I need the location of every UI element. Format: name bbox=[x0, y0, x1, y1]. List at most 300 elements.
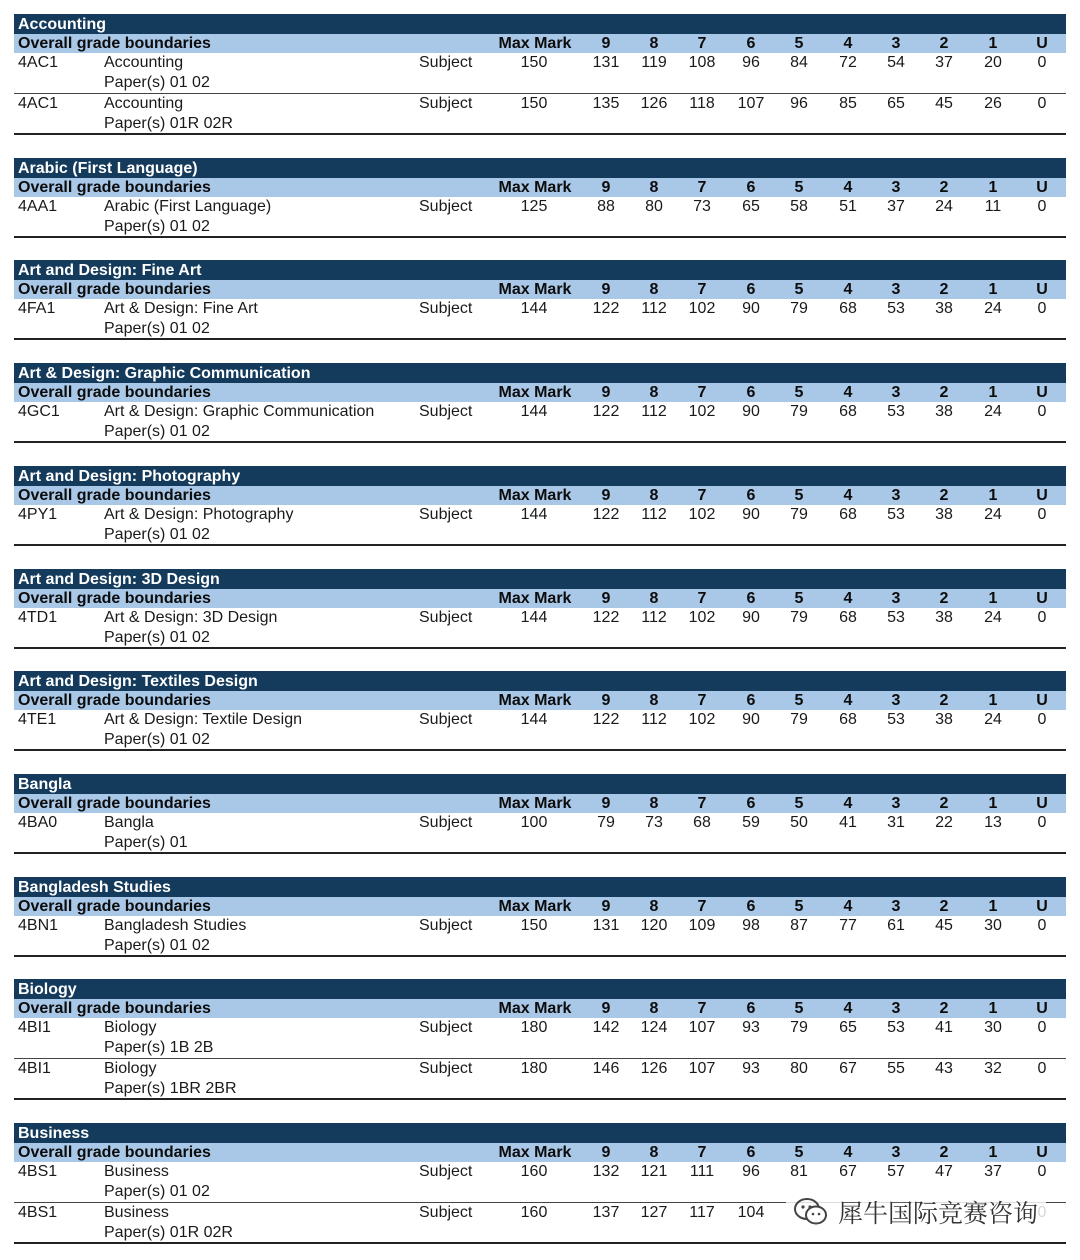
papers-label: Paper(s) 01 02 bbox=[104, 937, 210, 954]
grade-header: U bbox=[1036, 281, 1048, 298]
subject-section bbox=[14, 260, 1066, 340]
component-type: Subject bbox=[419, 609, 473, 626]
grade-boundary-value: 0 bbox=[1037, 403, 1047, 420]
grade-boundary-value: 79 bbox=[790, 1019, 808, 1036]
papers-label: Paper(s) 1B 2B bbox=[104, 1039, 214, 1056]
grade-boundary-value: 0 bbox=[1037, 814, 1047, 831]
grade-header: 9 bbox=[601, 590, 611, 607]
section-title: Biology bbox=[14, 979, 1066, 999]
table-row bbox=[14, 299, 1066, 340]
section-title: Art and Design: Fine Art bbox=[14, 260, 1066, 280]
grade-header: 2 bbox=[939, 1144, 949, 1161]
grade-header: U bbox=[1036, 384, 1048, 401]
grade-boundary-value: 126 bbox=[640, 95, 668, 112]
grade-header: U bbox=[1036, 487, 1048, 504]
grade-boundary-value: 0 bbox=[1037, 1019, 1047, 1036]
grade-header: 7 bbox=[697, 384, 707, 401]
grade-header: 9 bbox=[601, 384, 611, 401]
grade-header: 6 bbox=[746, 384, 756, 401]
grade-boundary-value: 0 bbox=[1037, 300, 1047, 317]
grade-header: 8 bbox=[649, 487, 659, 504]
qualification-code: 4PY1 bbox=[18, 506, 58, 523]
overall-grade-boundaries-label: Overall grade boundaries bbox=[18, 487, 211, 504]
section-title: Art and Design: Photography bbox=[14, 466, 1066, 486]
grade-header: 7 bbox=[697, 1144, 707, 1161]
max-mark-value: 100 bbox=[520, 814, 548, 831]
component-type: Subject bbox=[419, 814, 473, 831]
grade-header: 5 bbox=[794, 384, 804, 401]
grade-header: 3 bbox=[891, 1144, 901, 1161]
subject-section bbox=[14, 363, 1066, 443]
grade-boundary-value: 107 bbox=[688, 1060, 716, 1077]
grade-boundary-value: 79 bbox=[790, 711, 808, 728]
grade-header: 8 bbox=[649, 35, 659, 52]
grade-header: 2 bbox=[939, 692, 949, 709]
grade-header: 1 bbox=[988, 1000, 998, 1017]
grade-header: 4 bbox=[843, 1144, 853, 1161]
grade-boundary-value: 30 bbox=[984, 917, 1002, 934]
grade-header: 9 bbox=[601, 795, 611, 812]
column-header-row bbox=[14, 486, 1066, 505]
grade-boundary-value: 102 bbox=[688, 506, 716, 523]
grade-header: 4 bbox=[843, 35, 853, 52]
grade-header: 4 bbox=[843, 384, 853, 401]
grade-boundary-value: 117 bbox=[689, 1204, 715, 1221]
grade-boundary-value: 73 bbox=[645, 814, 663, 831]
grade-header: 2 bbox=[939, 179, 949, 196]
max-mark-header: Max Mark bbox=[498, 281, 572, 298]
overall-grade-boundaries-label: Overall grade boundaries bbox=[18, 1000, 211, 1017]
grade-boundary-value: 59 bbox=[742, 814, 760, 831]
grade-boundary-value: 13 bbox=[984, 814, 1002, 831]
subject-name: Art & Design: Fine Art bbox=[104, 300, 258, 317]
qualification-code: 4BI1 bbox=[18, 1060, 51, 1077]
grade-boundary-value: 126 bbox=[640, 1060, 668, 1077]
grade-boundary-value: 37 bbox=[935, 54, 953, 71]
subject-name: Biology bbox=[104, 1060, 157, 1077]
grade-boundary-value: 96 bbox=[790, 95, 808, 112]
subject-name: Bangladesh Studies bbox=[104, 917, 247, 934]
grade-header: 6 bbox=[746, 1000, 756, 1017]
grade-boundary-value: 24 bbox=[984, 506, 1002, 523]
max-mark-value: 150 bbox=[520, 95, 548, 112]
grade-header: 7 bbox=[697, 795, 707, 812]
subject-name: Business bbox=[104, 1163, 169, 1180]
section-title: Accounting bbox=[14, 14, 1066, 34]
papers-label: Paper(s) 1BR 2BR bbox=[104, 1080, 237, 1097]
subject-name: Biology bbox=[104, 1019, 157, 1036]
grade-header: 8 bbox=[649, 384, 659, 401]
grade-boundary-value: 53 bbox=[887, 609, 905, 626]
max-mark-value: 180 bbox=[520, 1060, 548, 1077]
max-mark-header: Max Mark bbox=[498, 795, 572, 812]
grade-boundary-value: 67 bbox=[839, 1163, 857, 1180]
grade-boundary-value: 68 bbox=[693, 814, 711, 831]
max-mark-header: Max Mark bbox=[498, 590, 572, 607]
grade-header: 6 bbox=[746, 1144, 756, 1161]
grade-header: 9 bbox=[601, 35, 611, 52]
overall-grade-boundaries-label: Overall grade boundaries bbox=[18, 692, 211, 709]
grade-boundary-value: 119 bbox=[641, 54, 667, 71]
qualification-code: 4FA1 bbox=[18, 300, 56, 317]
grade-boundary-value: 0 bbox=[1037, 95, 1047, 112]
qualification-code: 4BS1 bbox=[18, 1163, 58, 1180]
grade-header: 6 bbox=[746, 35, 756, 52]
grade-header: 4 bbox=[843, 1000, 853, 1017]
papers-label: Paper(s) 01 02 bbox=[104, 218, 210, 235]
grade-header: 1 bbox=[988, 487, 998, 504]
grade-header: U bbox=[1036, 795, 1048, 812]
grade-header: 3 bbox=[891, 1000, 901, 1017]
column-header-row bbox=[14, 34, 1066, 53]
max-mark-value: 160 bbox=[520, 1163, 548, 1180]
grade-boundary-value: 26 bbox=[984, 95, 1002, 112]
grade-boundary-value: 11 bbox=[984, 198, 1002, 215]
overall-grade-boundaries-label: Overall grade boundaries bbox=[18, 179, 211, 196]
grade-header: 6 bbox=[746, 590, 756, 607]
grade-boundary-value: 53 bbox=[887, 403, 905, 420]
grade-boundary-value: 0 bbox=[1037, 609, 1047, 626]
subject-section bbox=[14, 158, 1066, 238]
grade-boundary-value: 38 bbox=[935, 711, 953, 728]
section-title: Business bbox=[14, 1123, 1066, 1143]
grade-boundary-value: 0 bbox=[1037, 506, 1047, 523]
subject-name: Arabic (First Language) bbox=[104, 198, 272, 215]
grade-boundary-value: 24 bbox=[984, 403, 1002, 420]
column-header-row bbox=[14, 589, 1066, 608]
grade-boundary-value: 131 bbox=[592, 917, 620, 934]
grade-boundary-value: 68 bbox=[839, 300, 857, 317]
grade-header: 3 bbox=[891, 179, 901, 196]
papers-label: Paper(s) 01 02 bbox=[104, 1183, 210, 1200]
max-mark-header: Max Mark bbox=[498, 1144, 572, 1161]
grade-header: 9 bbox=[601, 898, 611, 915]
grade-boundary-value: 53 bbox=[887, 711, 905, 728]
section-title: Art & Design: Graphic Communication bbox=[14, 363, 1066, 383]
grade-boundary-value: 58 bbox=[790, 198, 808, 215]
grade-header: 1 bbox=[988, 692, 998, 709]
grade-header: 5 bbox=[794, 487, 804, 504]
subject-name: Business bbox=[104, 1204, 169, 1221]
grade-boundary-value: 68 bbox=[839, 506, 857, 523]
grade-header: 8 bbox=[649, 179, 659, 196]
qualification-code: 4AA1 bbox=[18, 198, 58, 215]
grade-boundary-value: 51 bbox=[839, 198, 857, 215]
grade-boundary-value: 80 bbox=[645, 198, 663, 215]
watermark bbox=[786, 1192, 1046, 1232]
grade-boundary-value: 0 bbox=[1037, 711, 1047, 728]
grade-header: 3 bbox=[891, 281, 901, 298]
grade-header: 8 bbox=[649, 281, 659, 298]
subject-name: Art & Design: Graphic Communication bbox=[104, 403, 375, 420]
grade-boundary-value: 90 bbox=[742, 609, 760, 626]
grade-header: 9 bbox=[601, 281, 611, 298]
grade-boundary-value: 122 bbox=[592, 711, 620, 728]
grade-header: 1 bbox=[988, 179, 998, 196]
qualification-code: 4TE1 bbox=[18, 711, 57, 728]
table-row bbox=[14, 608, 1066, 649]
grade-header: 7 bbox=[697, 692, 707, 709]
grade-boundary-value: 98 bbox=[742, 917, 760, 934]
grade-header: 3 bbox=[891, 487, 901, 504]
grade-boundary-value: 38 bbox=[935, 609, 953, 626]
grade-boundary-value: 47 bbox=[935, 1163, 953, 1180]
grade-boundary-value: 109 bbox=[688, 917, 716, 934]
papers-label: Paper(s) 01 02 bbox=[104, 731, 210, 748]
grade-boundary-value: 108 bbox=[688, 54, 716, 71]
max-mark-value: 144 bbox=[520, 609, 548, 626]
papers-label: Paper(s) 01 02 bbox=[104, 629, 210, 646]
subject-name: Bangla bbox=[104, 814, 154, 831]
table-row bbox=[14, 505, 1066, 546]
qualification-code: 4BS1 bbox=[18, 1204, 58, 1221]
grade-header: 5 bbox=[794, 795, 804, 812]
grade-boundary-value: 122 bbox=[592, 609, 620, 626]
overall-grade-boundaries-label: Overall grade boundaries bbox=[18, 35, 211, 52]
component-type: Subject bbox=[419, 95, 473, 112]
component-type: Subject bbox=[419, 198, 473, 215]
grade-boundary-value: 0 bbox=[1037, 917, 1047, 934]
grade-boundary-value: 146 bbox=[592, 1060, 620, 1077]
qualification-code: 4TD1 bbox=[18, 609, 58, 626]
subject-section bbox=[14, 671, 1066, 751]
grade-boundary-value: 65 bbox=[887, 95, 905, 112]
grade-boundary-value: 79 bbox=[790, 506, 808, 523]
grade-header: 9 bbox=[601, 692, 611, 709]
grade-header: 5 bbox=[794, 898, 804, 915]
grade-boundary-value: 54 bbox=[887, 54, 905, 71]
table-row bbox=[14, 94, 1066, 135]
grade-boundary-value: 135 bbox=[592, 95, 620, 112]
grade-boundary-value: 38 bbox=[935, 506, 953, 523]
grade-boundary-value: 37 bbox=[887, 198, 905, 215]
grade-header: 2 bbox=[939, 384, 949, 401]
grade-boundary-value: 137 bbox=[592, 1204, 620, 1221]
component-type: Subject bbox=[419, 1204, 473, 1221]
grade-header: 6 bbox=[746, 692, 756, 709]
grade-boundary-value: 118 bbox=[689, 95, 715, 112]
grade-header: 8 bbox=[649, 590, 659, 607]
grade-header: 1 bbox=[988, 35, 998, 52]
overall-grade-boundaries-label: Overall grade boundaries bbox=[18, 590, 211, 607]
grade-boundary-value: 68 bbox=[839, 711, 857, 728]
grade-boundary-value: 24 bbox=[984, 609, 1002, 626]
column-header-row bbox=[14, 794, 1066, 813]
grade-boundary-value: 43 bbox=[935, 1060, 953, 1077]
overall-grade-boundaries-label: Overall grade boundaries bbox=[18, 1144, 211, 1161]
qualification-code: 4GC1 bbox=[18, 403, 60, 420]
subject-name: Art & Design: Textile Design bbox=[104, 711, 303, 728]
overall-grade-boundaries-label: Overall grade boundaries bbox=[18, 795, 211, 812]
grade-header: 5 bbox=[794, 692, 804, 709]
overall-grade-boundaries-label: Overall grade boundaries bbox=[18, 898, 211, 915]
grade-header: 5 bbox=[794, 179, 804, 196]
grade-boundary-value: 121 bbox=[640, 1163, 668, 1180]
max-mark-value: 144 bbox=[520, 300, 548, 317]
grade-boundary-value: 77 bbox=[839, 917, 857, 934]
grade-header: 2 bbox=[939, 898, 949, 915]
column-header-row bbox=[14, 691, 1066, 710]
grade-boundary-value: 20 bbox=[984, 54, 1002, 71]
grade-header: 3 bbox=[891, 898, 901, 915]
subject-section bbox=[14, 466, 1066, 546]
papers-label: Paper(s) 01R 02R bbox=[104, 115, 233, 132]
grade-boundary-value: 32 bbox=[984, 1060, 1002, 1077]
grade-header: U bbox=[1036, 898, 1048, 915]
grade-header: 3 bbox=[891, 35, 901, 52]
grade-boundary-value: 81 bbox=[790, 1163, 808, 1180]
grade-boundary-value: 112 bbox=[641, 711, 667, 728]
grade-boundary-value: 111 bbox=[689, 1163, 715, 1180]
grade-boundary-value: 107 bbox=[688, 1019, 716, 1036]
grade-header: 5 bbox=[794, 590, 804, 607]
grade-boundary-value: 87 bbox=[790, 917, 808, 934]
max-mark-value: 144 bbox=[520, 506, 548, 523]
papers-label: Paper(s) 01 02 bbox=[104, 526, 210, 543]
grade-boundary-value: 24 bbox=[935, 198, 953, 215]
max-mark-value: 144 bbox=[520, 403, 548, 420]
grade-boundary-value: 0 bbox=[1037, 54, 1047, 71]
grade-header: 8 bbox=[649, 1000, 659, 1017]
grade-boundary-value: 104 bbox=[737, 1204, 765, 1221]
section-title: Art and Design: 3D Design bbox=[14, 569, 1066, 589]
subject-name: Accounting bbox=[104, 54, 184, 71]
grade-boundary-value: 45 bbox=[935, 917, 953, 934]
grade-boundary-value: 93 bbox=[742, 1060, 760, 1077]
grade-header: 5 bbox=[794, 1144, 804, 1161]
subject-section bbox=[14, 14, 1066, 135]
grade-boundary-value: 107 bbox=[737, 95, 765, 112]
subject-section bbox=[14, 979, 1066, 1100]
max-mark-value: 125 bbox=[520, 198, 548, 215]
table-row bbox=[14, 710, 1066, 751]
subject-section bbox=[14, 877, 1066, 957]
max-mark-header: Max Mark bbox=[498, 179, 572, 196]
grade-boundary-value: 102 bbox=[688, 300, 716, 317]
grade-boundary-value: 122 bbox=[592, 506, 620, 523]
qualification-code: 4AC1 bbox=[18, 54, 59, 71]
max-mark-header: Max Mark bbox=[498, 35, 572, 52]
grade-boundary-value: 53 bbox=[887, 1019, 905, 1036]
grade-boundary-value: 102 bbox=[688, 711, 716, 728]
grade-boundary-value: 90 bbox=[742, 403, 760, 420]
grade-header: U bbox=[1036, 692, 1048, 709]
max-mark-value: 180 bbox=[520, 1019, 548, 1036]
grade-header: 8 bbox=[649, 795, 659, 812]
component-type: Subject bbox=[419, 403, 473, 420]
grade-boundary-value: 67 bbox=[839, 1060, 857, 1077]
papers-label: Paper(s) 01 bbox=[104, 834, 188, 851]
max-mark-value: 160 bbox=[520, 1204, 548, 1221]
grade-header: 1 bbox=[988, 795, 998, 812]
grade-boundary-value: 57 bbox=[887, 1163, 905, 1180]
grade-header: 5 bbox=[794, 281, 804, 298]
grade-boundary-value: 38 bbox=[935, 403, 953, 420]
max-mark-header: Max Mark bbox=[498, 487, 572, 504]
grade-boundary-value: 142 bbox=[592, 1019, 620, 1036]
grade-boundary-value: 102 bbox=[688, 609, 716, 626]
column-header-row bbox=[14, 280, 1066, 299]
grade-header: 9 bbox=[601, 1000, 611, 1017]
section-title: Arabic (First Language) bbox=[14, 158, 1066, 178]
subject-name: Art & Design: 3D Design bbox=[104, 609, 278, 626]
grade-boundary-value: 93 bbox=[742, 1019, 760, 1036]
grade-boundary-value: 79 bbox=[597, 814, 615, 831]
grade-boundary-value: 41 bbox=[839, 814, 857, 831]
grade-boundary-value: 24 bbox=[984, 300, 1002, 317]
grade-header: 7 bbox=[697, 590, 707, 607]
grade-header: 6 bbox=[746, 795, 756, 812]
grade-boundary-value: 53 bbox=[887, 300, 905, 317]
papers-label: Paper(s) 01 02 bbox=[104, 74, 210, 91]
qualification-code: 4AC1 bbox=[18, 95, 59, 112]
subject-section bbox=[14, 569, 1066, 649]
subject-name: Accounting bbox=[104, 95, 184, 112]
grade-boundary-value: 112 bbox=[641, 506, 667, 523]
qualification-code: 4BN1 bbox=[18, 917, 59, 934]
grade-header: 9 bbox=[601, 1144, 611, 1161]
grade-header: 6 bbox=[746, 898, 756, 915]
table-row bbox=[14, 53, 1066, 94]
grade-header: 9 bbox=[601, 179, 611, 196]
grade-header: 3 bbox=[891, 384, 901, 401]
overall-grade-boundaries-label: Overall grade boundaries bbox=[18, 281, 211, 298]
component-type: Subject bbox=[419, 54, 473, 71]
grade-boundary-value: 90 bbox=[742, 506, 760, 523]
grade-boundary-value: 65 bbox=[839, 1019, 857, 1036]
component-type: Subject bbox=[419, 711, 473, 728]
grade-header: U bbox=[1036, 1000, 1048, 1017]
grade-boundary-value: 90 bbox=[742, 300, 760, 317]
grade-boundary-value: 0 bbox=[1037, 1060, 1047, 1077]
column-header-row bbox=[14, 897, 1066, 916]
grade-boundary-value: 79 bbox=[790, 609, 808, 626]
grade-boundary-value: 102 bbox=[688, 403, 716, 420]
grade-boundary-value: 79 bbox=[790, 300, 808, 317]
grade-header: 6 bbox=[746, 179, 756, 196]
grade-boundary-value: 41 bbox=[935, 1019, 953, 1036]
grade-header: 2 bbox=[939, 281, 949, 298]
grade-header: 7 bbox=[697, 1000, 707, 1017]
grade-boundary-value: 24 bbox=[984, 711, 1002, 728]
grade-boundary-value: 30 bbox=[984, 1019, 1002, 1036]
grade-boundary-value: 112 bbox=[641, 300, 667, 317]
grade-header: 4 bbox=[843, 281, 853, 298]
grade-header: 4 bbox=[843, 692, 853, 709]
grade-boundary-value: 85 bbox=[839, 95, 857, 112]
grade-boundary-value: 79 bbox=[790, 403, 808, 420]
wechat-icon bbox=[794, 1197, 828, 1227]
grade-header: 5 bbox=[794, 35, 804, 52]
grade-header: 1 bbox=[988, 1144, 998, 1161]
grade-header: 8 bbox=[649, 692, 659, 709]
qualification-code: 4BA0 bbox=[18, 814, 58, 831]
grade-header: U bbox=[1036, 590, 1048, 607]
grade-header: U bbox=[1036, 35, 1048, 52]
grade-header: 4 bbox=[843, 898, 853, 915]
grade-header: 3 bbox=[891, 692, 901, 709]
grade-boundary-value: 73 bbox=[693, 198, 711, 215]
table-row bbox=[14, 1018, 1066, 1059]
grade-header: 4 bbox=[843, 487, 853, 504]
grade-boundary-value: 96 bbox=[742, 1163, 760, 1180]
grade-header: 5 bbox=[794, 1000, 804, 1017]
grade-boundary-value: 72 bbox=[839, 54, 857, 71]
grade-boundary-value: 124 bbox=[640, 1019, 668, 1036]
grade-boundary-value: 127 bbox=[640, 1204, 668, 1221]
max-mark-header: Max Mark bbox=[498, 1000, 572, 1017]
grade-header: 2 bbox=[939, 487, 949, 504]
